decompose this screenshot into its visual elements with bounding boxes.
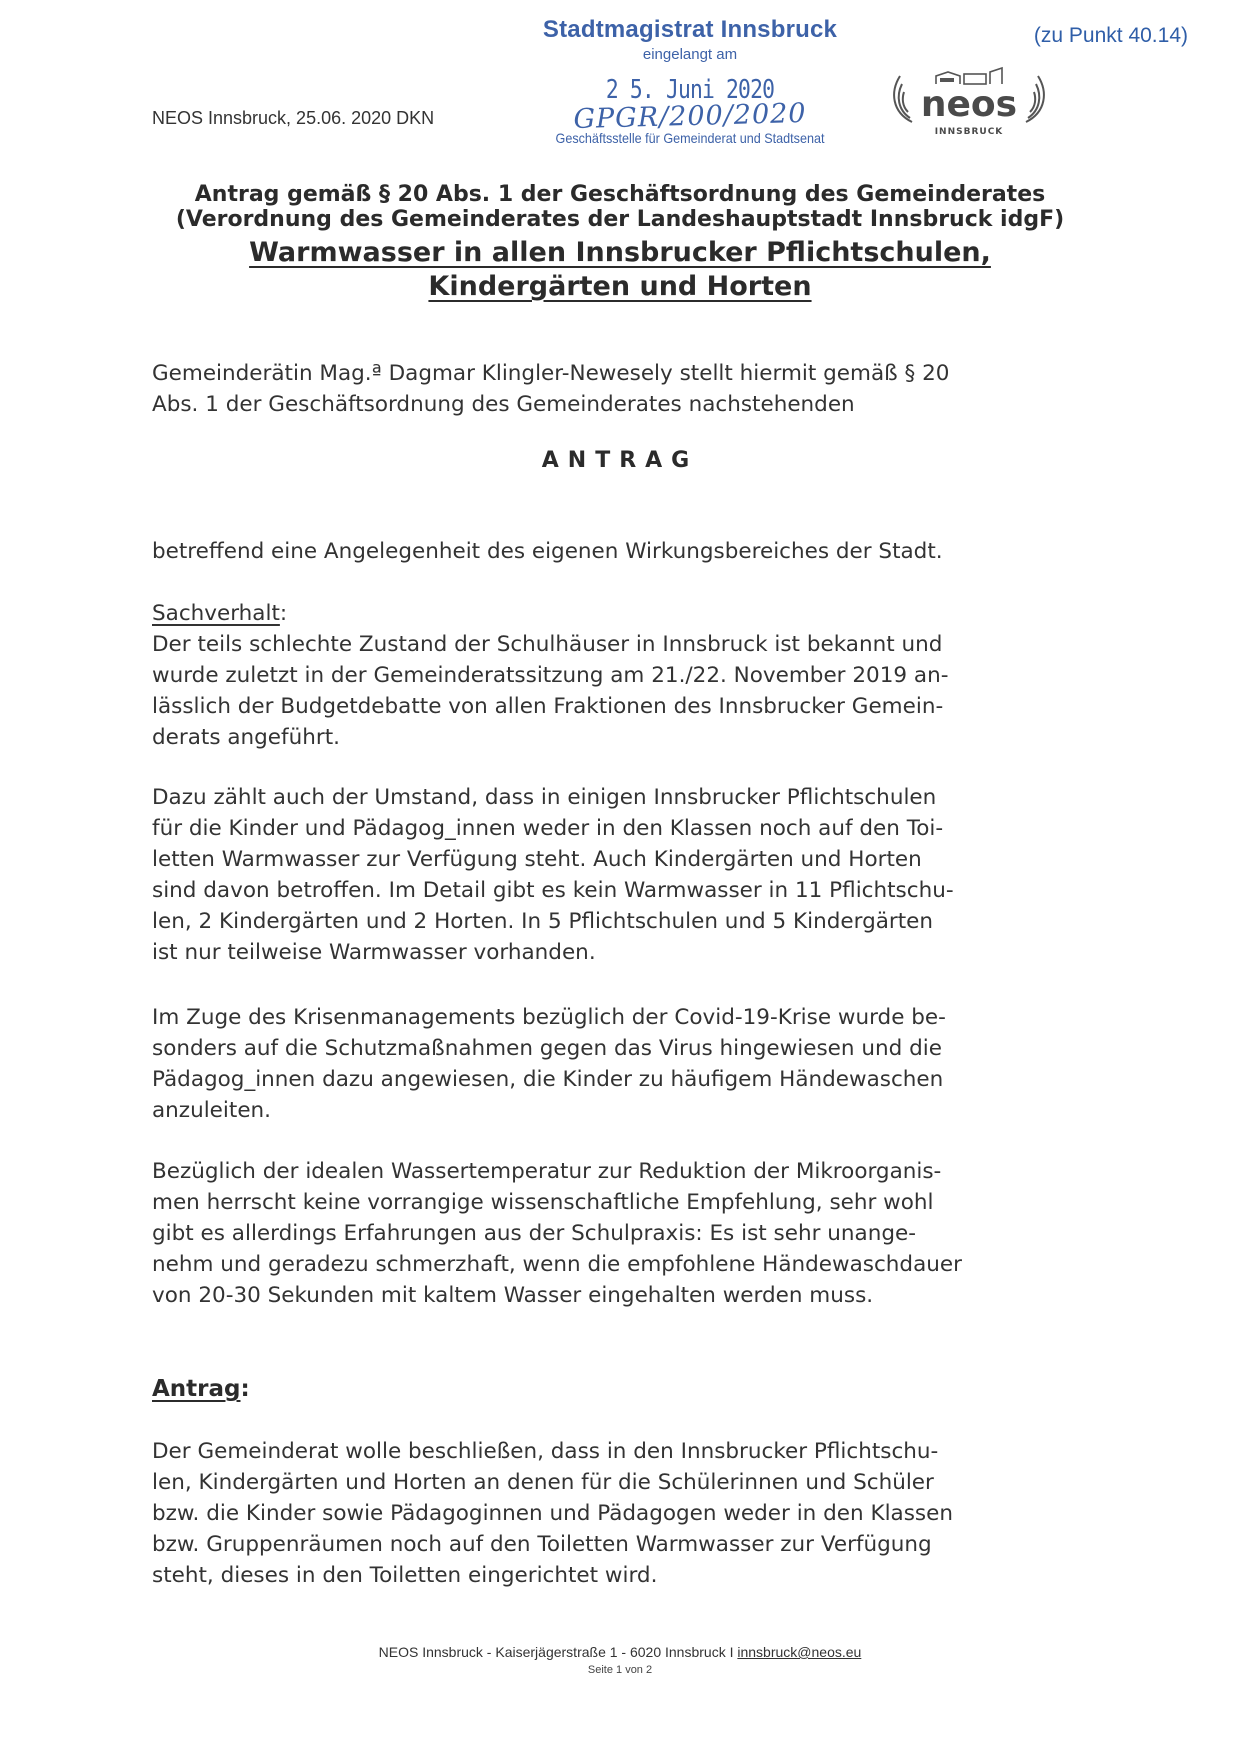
heading-legal-basis: Antrag gemäß § 20 Abs. 1 der Geschäftsordnung des Gemeinderates [194,182,1046,207]
temperature-paragraph [152,1156,1092,1311]
logo-wing-left-icon [894,76,912,122]
page-footer [0,1644,1240,1660]
antrag-paragraph [152,1436,1092,1591]
text-line: letten Warmwasser zur Verfügung steht. Auch Kindergärten und Horten [152,847,922,872]
text-line: derats angeführt. [152,725,340,750]
text-line: sonders auf die Schutzmaßnahmen gegen das Virus hingewiesen und die [152,1036,942,1061]
receipt-stamp [520,12,860,162]
stamp-footer: Geschäftsstelle für Gemeinderat und Stadtsenat [555,130,825,146]
text-line: Im Zuge des Krisenmanagements bezüglich der Covid-19-Krise wurde be- [152,1005,946,1030]
logo-wordmark: neos [920,84,1018,125]
text-line: bzw. Gruppenräumen noch auf den Toiletten Warmwasser zur Verfügung [152,1532,932,1557]
footer-address: NEOS Innsbruck - Kaiserjägerstraße 1 - 6020 Innsbruck I [378,1644,738,1660]
text-line: Dazu zählt auch der Umstand, dass in einigen Innsbrucker Pflichtschulen [152,785,937,810]
text-line: für die Kinder und Pädagog_innen weder in den Klassen noch auf den Toi- [152,816,944,841]
page-number: Seite 1 von 2 [587,1664,653,1676]
text-line: Pädagog_innen dazu angewiesen, die Kinder zu häufigem Händewaschen [152,1067,944,1092]
warmwater-paragraph [152,782,1092,968]
footer-email-link[interactable]: innsbruck@neos.eu [737,1644,862,1660]
neos-logo [884,62,1054,144]
covid-paragraph [152,1002,1092,1126]
text-line: len, Kindergärten und Horten an denen für die Schülerinnen und Schüler [152,1470,934,1495]
text-line: len, 2 Kindergärten und 2 Horten. In 5 Pflichtschulen und 5 Kindergärten [152,909,934,934]
antrag-section-heading: Antrag: [152,1376,250,1402]
sachverhalt-paragraph: Sachverhalt: Der teils schlechte Zustand der Schulhäuser in Innsbruck ist bekannt und wurde zuletzt in der Gemeinderatssitzung am 21./22. November 2019 an- lässlich der Budgetdebatte von allen Fraktionen des Innsbrucker Gemein- derats angeführt. [152,598,1092,753]
heading-title-line-2: Kindergärten und Horten [428,271,812,302]
logo-wing-right-icon [1026,76,1044,122]
text-line: ist nur teilweise Warmwasser vorhanden. [152,940,596,965]
text-line: men herrscht keine vorrangige wissenschaftliche Empfehlung, sehr wohl [152,1190,934,1215]
text-line: anzuleiten. [152,1098,272,1123]
text-line: Gemeinderätin Mag.ª Dagmar Klingler-Newesely stellt hiermit gemäß § 20 [152,361,950,386]
text-line: Bezüglich der idealen Wassertemperatur zur Reduktion der Mikroorganis- [152,1159,942,1184]
logo-city: INNSBRUCK [934,127,1004,137]
logo-skyline-icon [936,68,1002,84]
stamp-title: Stadtmagistrat Innsbruck [542,16,838,43]
antrag-label: ANTRAG [541,448,699,473]
text-line: sind davon betroffen. Im Detail gibt es kein Warmwasser in 11 Pflichtschu- [152,878,954,903]
text-line: Der teils schlechte Zustand der Schulhäuser in Innsbruck ist bekannt und [152,632,943,657]
text-line: lässlich der Budgetdebatte von allen Fraktionen des Innsbrucker Gemein- [152,694,944,719]
text-line: von 20-30 Sekunden mit kaltem Wasser eingehalten werden muss. [152,1283,874,1308]
text-line: nehm und geradezu schmerzhaft, wenn die empfohlene Händewaschdauer [152,1252,962,1277]
document-heading [120,182,1120,304]
text-line: steht, dieses in den Toiletten eingerichtet wird. [152,1563,658,1588]
text-line: bzw. die Kinder sowie Pädagoginnen und Pädagogen weder in den Klassen [152,1501,953,1526]
stamp-subtitle: eingelangt am [642,46,738,63]
text-line: wurde zuletzt in der Gemeinderatssitzung am 21./22. November 2019 an- [152,663,949,688]
text-line: Der Gemeinderat wolle beschließen, dass in den Innsbrucker Pflichtschu- [152,1439,939,1464]
sachverhalt-heading: Sachverhalt [152,601,280,626]
intro-paragraph [152,358,1092,420]
heading-regulation: (Verordnung des Gemeinderates der Landeshauptstadt Innsbruck idgF) [175,207,1065,232]
agenda-reference: (zu Punkt 40.14) [1033,24,1188,47]
antrag-heading-text: Antrag [152,1376,241,1402]
stamp-date: 2 5. Juni 2020 [605,75,775,105]
text-line: gibt es allerdings Erfahrungen aus der Schulpraxis: Es ist sehr unange- [152,1221,916,1246]
betreffend-line: betreffend eine Angelegenheit des eigenen Wirkungsbereiches der Stadt. [152,539,943,564]
sender-line: NEOS Innsbruck, 25.06. 2020 DKN [152,108,435,128]
text-line: Abs. 1 der Geschäftsordnung des Gemeinderates nachstehenden [152,392,855,417]
stamp-file-number: GPGR/200/2020 [573,97,807,136]
heading-title-line-1: Warmwasser in allen Innsbrucker Pflichtschulen, [249,237,991,268]
